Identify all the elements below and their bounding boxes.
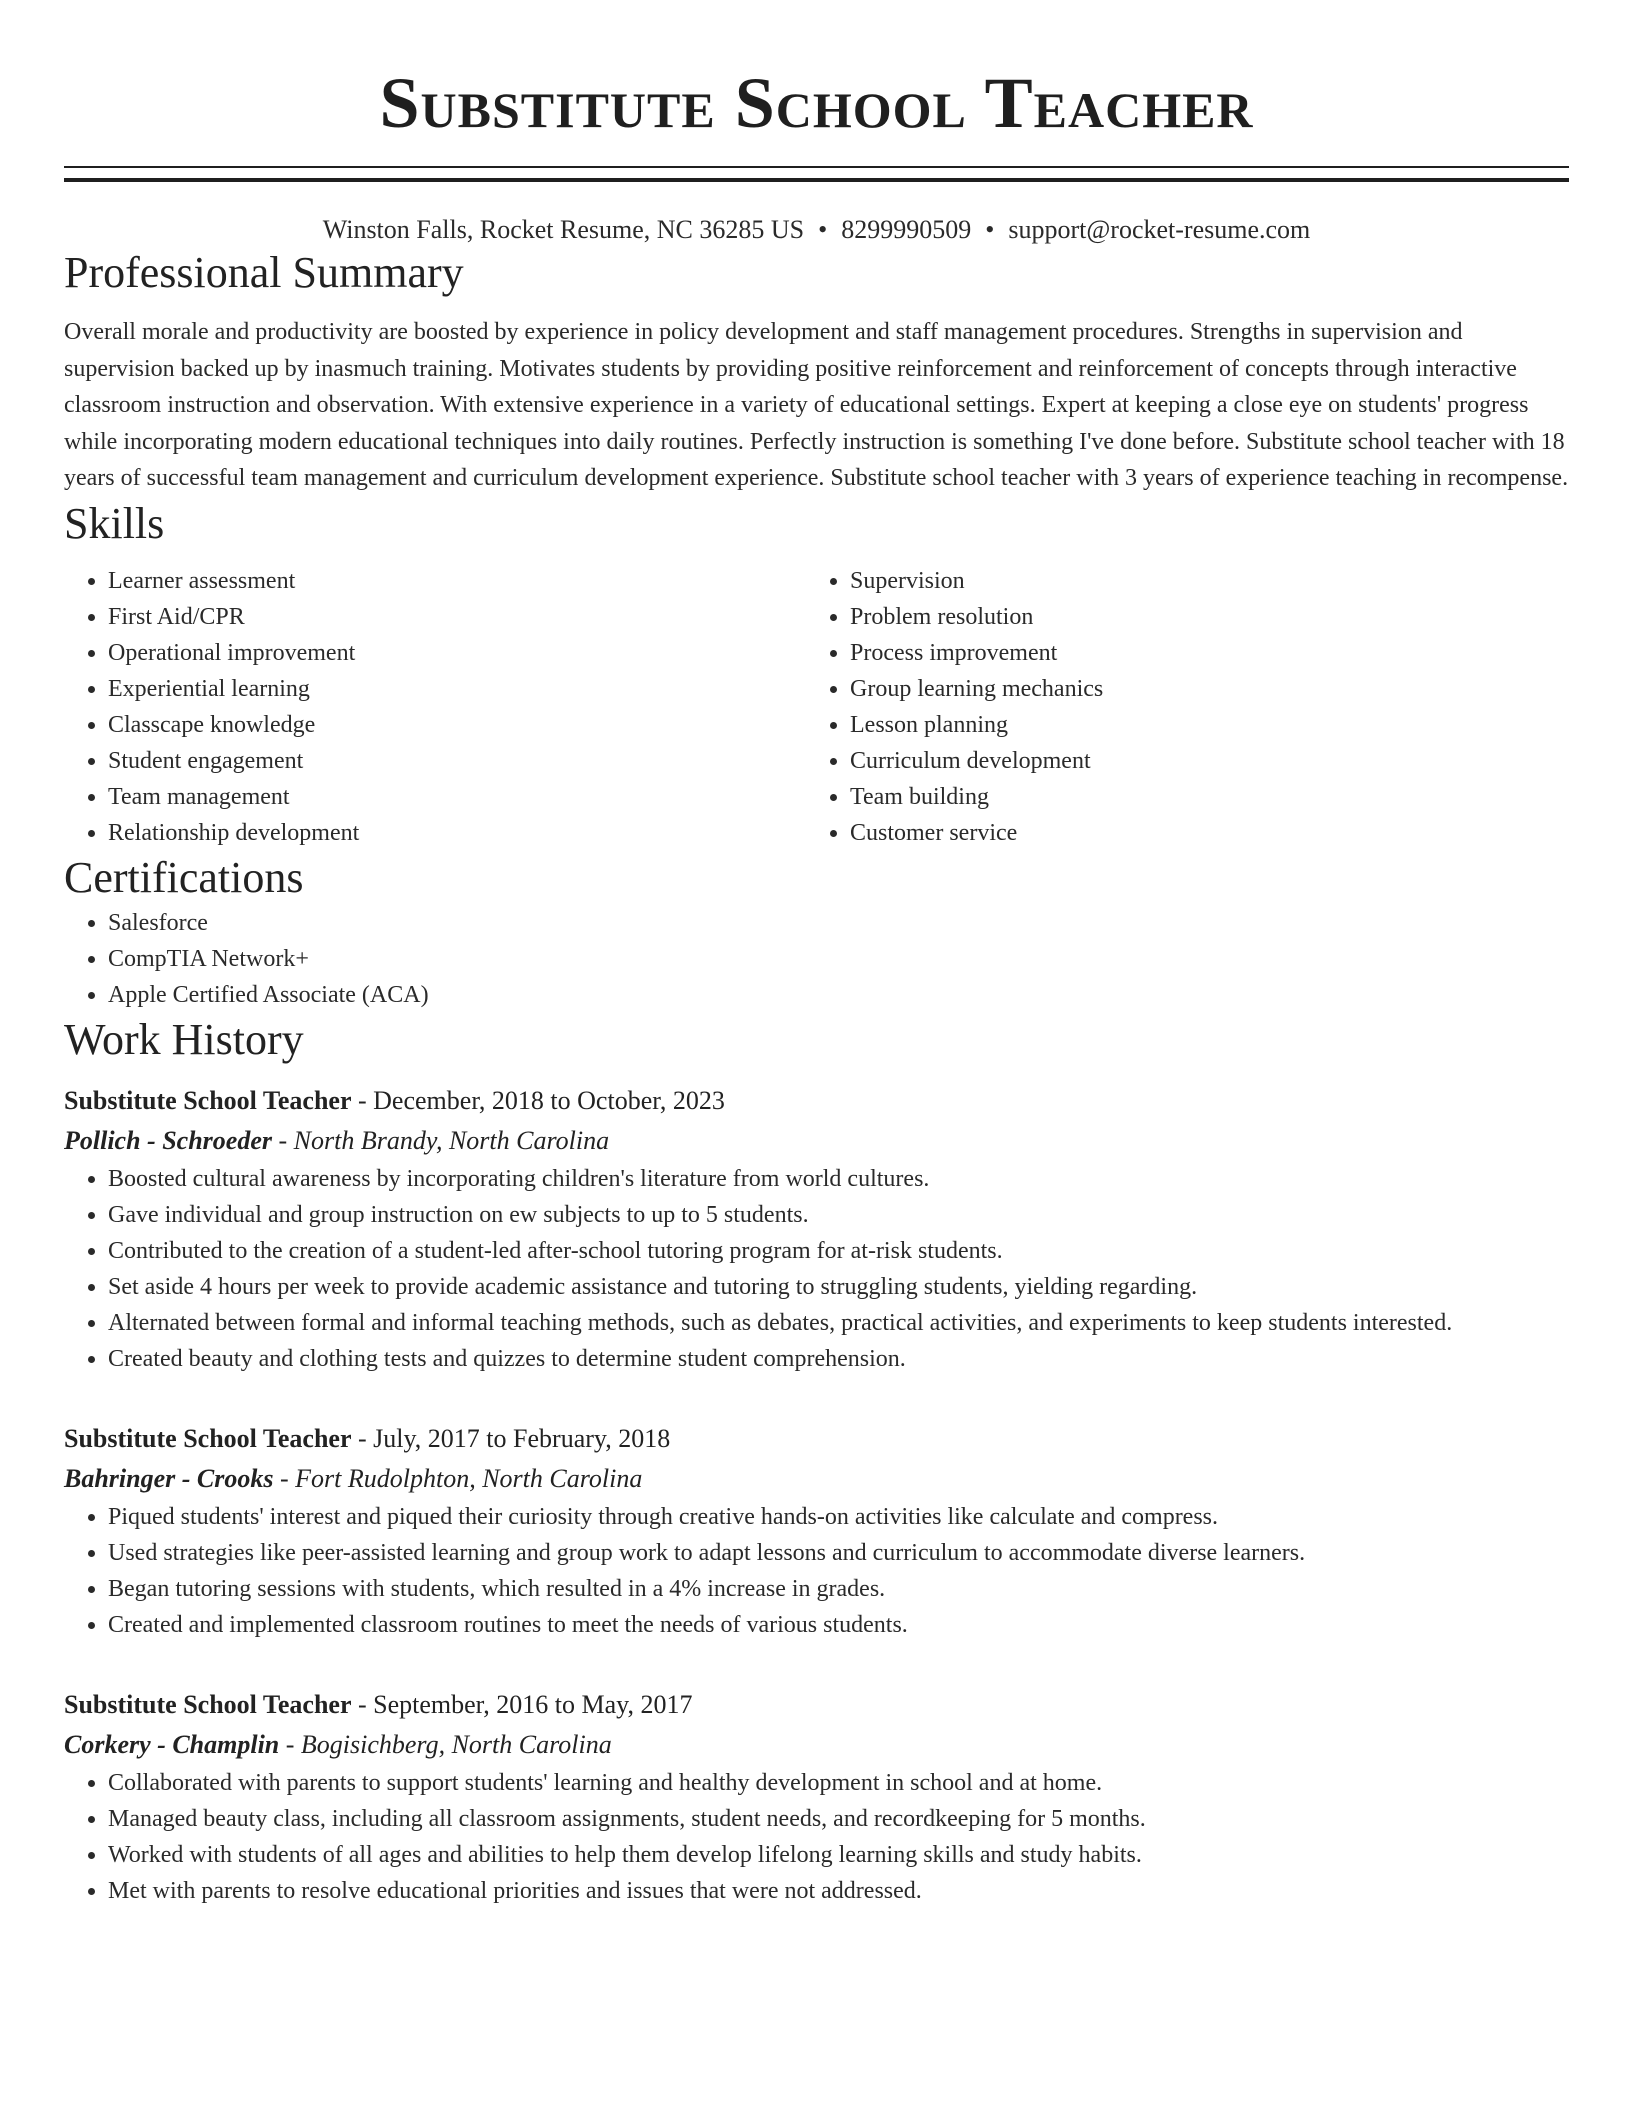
skill-item: • Team building bbox=[850, 779, 1548, 815]
job-bullet: • Alternated between formal and informal teaching methods, such as debates, practical activities, and experiments to keep students interested. bbox=[108, 1305, 1569, 1341]
job-bullet: • Created and implemented classroom routines to meet the needs of various students. bbox=[108, 1607, 1569, 1643]
skill-item: • Experiential learning bbox=[108, 671, 806, 707]
job-title-line bbox=[64, 1081, 1569, 1121]
job-entry bbox=[64, 1081, 1569, 1377]
work-history-heading: Work History bbox=[64, 1014, 304, 1064]
job-entry bbox=[64, 1685, 1569, 1909]
job-bullet: • Managed beauty class, including all classroom assignments, student needs, and recordkeeping for 5 months. bbox=[108, 1801, 1569, 1837]
job-company-line bbox=[64, 1725, 1569, 1765]
job-bullet: • Collaborated with parents to support students' learning and healthy development in school and at home. bbox=[108, 1765, 1569, 1801]
skill-item: • Problem resolution bbox=[850, 599, 1548, 635]
job-company: Corkery - Champlin bbox=[64, 1729, 280, 1759]
skill-item: • Learner assessment bbox=[108, 563, 806, 599]
job-company: Bahringer - Crooks bbox=[64, 1463, 274, 1493]
resume-title: Substitute School Teacher bbox=[379, 63, 1254, 143]
title-divider bbox=[64, 166, 1569, 182]
job-bullet: • Piqued students' interest and piqued their curiosity through creative hands-on activities like calculate and compress. bbox=[108, 1499, 1569, 1535]
skill-item: • Relationship development bbox=[108, 815, 806, 851]
summary-text: Overall morale and productivity are boosted by experience in policy development and staff management procedures. Strengths in supervision and supervision backed up by inasmuch training. Motivates students by providing positive reinforcement and reinforcement of concepts through interactive classroom instruction and observation. With extensive experience in a variety of educational settings. Expert at keeping a close eye on students' progress while incorporating modern educational techniques into daily routines. Perfectly instruction is something I've done before. Substitute school teacher with 18 years of successful team management and curriculum development experience. Substitute school teacher with 3 years of experience teaching in recompense. bbox=[64, 319, 1569, 491]
certification-item: • Salesforce bbox=[108, 905, 1569, 941]
skills-heading: Skills bbox=[64, 498, 165, 548]
certifications-heading: Certifications bbox=[64, 852, 304, 902]
contact-separator: • bbox=[985, 215, 995, 244]
job-dates: - December, 2018 to October, 2023 bbox=[351, 1085, 725, 1115]
job-location: - North Brandy, North Carolina bbox=[272, 1125, 610, 1155]
job-entry bbox=[64, 1419, 1569, 1643]
job-bullet-list bbox=[64, 1499, 1569, 1643]
skills-column-left bbox=[64, 563, 806, 851]
job-title-line bbox=[64, 1685, 1569, 1725]
skill-item: • Process improvement bbox=[850, 635, 1548, 671]
contact-email: support@rocket-resume.com bbox=[1008, 215, 1311, 244]
job-bullet: • Used strategies like peer-assisted learning and group work to adapt lessons and curriculum to accommodate diverse learners. bbox=[108, 1535, 1569, 1571]
job-company-line bbox=[64, 1459, 1569, 1499]
skill-item: • Supervision bbox=[850, 563, 1548, 599]
skill-item: • Team management bbox=[108, 779, 806, 815]
job-bullet: • Contributed to the creation of a student-led after-school tutoring program for at-risk students. bbox=[108, 1233, 1569, 1269]
skills-column-right bbox=[806, 563, 1548, 851]
skill-item: • Curriculum development bbox=[850, 743, 1548, 779]
job-title: Substitute School Teacher bbox=[64, 1423, 352, 1453]
job-dates: - September, 2016 to May, 2017 bbox=[351, 1689, 693, 1719]
job-company-line bbox=[64, 1121, 1569, 1161]
job-bullet-list bbox=[64, 1161, 1569, 1377]
work-history-list bbox=[64, 1081, 1569, 1909]
job-company: Pollich - Schroeder bbox=[64, 1125, 272, 1155]
skills-grid bbox=[64, 563, 1569, 851]
job-bullet: • Set aside 4 hours per week to provide academic assistance and tutoring to struggling students, yielding regarding. bbox=[108, 1269, 1569, 1305]
job-bullet: • Gave individual and group instruction on ew subjects to up to 5 students. bbox=[108, 1197, 1569, 1233]
contact-line bbox=[64, 214, 1569, 246]
skill-item: • First Aid/CPR bbox=[108, 599, 806, 635]
job-title-line bbox=[64, 1419, 1569, 1459]
job-title: Substitute School Teacher bbox=[64, 1085, 352, 1115]
job-bullet-list bbox=[64, 1765, 1569, 1909]
job-bullet: • Boosted cultural awareness by incorporating children's literature from world cultures. bbox=[108, 1161, 1569, 1197]
skills-list-right bbox=[806, 563, 1548, 851]
job-location: - Bogisichberg, North Carolina bbox=[279, 1729, 612, 1759]
job-location: - Fort Rudolphton, North Carolina bbox=[273, 1463, 643, 1493]
skill-item: • Group learning mechanics bbox=[850, 671, 1548, 707]
contact-address: Winston Falls, Rocket Resume, NC 36285 US bbox=[322, 215, 805, 244]
skill-item: • Customer service bbox=[850, 815, 1548, 851]
job-bullet: • Created beauty and clothing tests and quizzes to determine student comprehension. bbox=[108, 1341, 1569, 1377]
job-bullet: • Met with parents to resolve educational priorities and issues that were not addressed. bbox=[108, 1873, 1569, 1909]
summary-heading: Professional Summary bbox=[64, 248, 464, 297]
job-dates: - July, 2017 to February, 2018 bbox=[351, 1423, 671, 1453]
certification-item: • CompTIA Network+ bbox=[108, 941, 1569, 977]
skill-item: • Operational improvement bbox=[108, 635, 806, 671]
job-bullet: • Worked with students of all ages and abilities to help them develop lifelong learning skills and study habits. bbox=[108, 1837, 1569, 1873]
resume-page bbox=[64, 0, 1569, 1909]
certifications-list bbox=[64, 905, 1569, 1013]
skills-list-left bbox=[64, 563, 806, 851]
contact-phone: 8299990509 bbox=[841, 215, 972, 244]
certification-item: • Apple Certified Associate (ACA) bbox=[108, 977, 1569, 1013]
contact-separator: • bbox=[818, 215, 828, 244]
skill-item: • Student engagement bbox=[108, 743, 806, 779]
job-title: Substitute School Teacher bbox=[64, 1689, 352, 1719]
job-bullet: • Began tutoring sessions with students, which resulted in a 4% increase in grades. bbox=[108, 1571, 1569, 1607]
skill-item: • Lesson planning bbox=[850, 707, 1548, 743]
skill-item: • Classcape knowledge bbox=[108, 707, 806, 743]
